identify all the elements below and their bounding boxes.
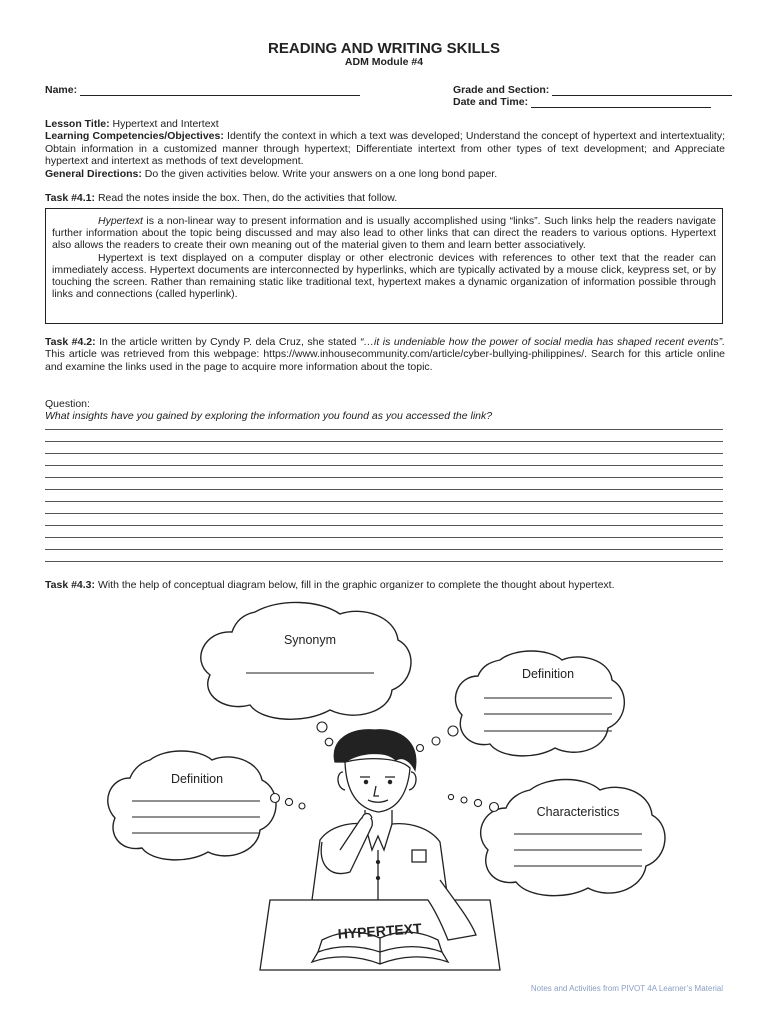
grade-label: Grade and Section: — [453, 84, 550, 96]
notes-p1-text: is a non-linear way to present information and is usually accomplished using “links”. Such links help the readers navigate further information about the topic being discussed and may also lead to other links that can direct the readers to various options. Hypertext also allows the readers to create their own meaning out of the material given to them and learn better associatively. — [52, 215, 716, 252]
question-label: Question: — [45, 398, 90, 410]
task-41-text: Read the notes inside the box. Then, do the activities that follow. — [97, 192, 398, 204]
question-text: What insights have you gained by exploring the information you found as you accessed the link? — [45, 410, 493, 423]
answer-line[interactable] — [45, 477, 723, 478]
task-43-text: With the help of conceptual diagram below, fill in the graphic organizer to complete the thought about hypertext. — [97, 579, 615, 591]
answer-line[interactable] — [45, 465, 723, 466]
question-block — [45, 398, 725, 423]
grade-field[interactable] — [453, 84, 732, 96]
notes-paragraph-1 — [52, 215, 716, 252]
task-41-label: Task #4.1: — [45, 192, 96, 204]
module-subtitle: ADM Module #4 — [344, 56, 424, 68]
answer-line[interactable] — [45, 501, 723, 502]
synonym-label: Synonym — [283, 633, 337, 647]
answer-line[interactable] — [45, 549, 723, 550]
lesson-title-value: Hypertext and Intertext — [112, 118, 219, 130]
notes-paragraph-2: Hypertext is text displayed on a computer display or other electronic devices with references to other text that the reader can immediately access. Hypertext documents are interconnected by hyperlinks, which are typically activated by a mouse click, keypress set, or by touching the screen. Rather than remaining static like traditional text, hypertext makes a dynamic organization of information possible through links and connections (called hyperlink). — [52, 251, 716, 301]
name-line[interactable] — [80, 84, 360, 96]
task-43-instruction — [45, 579, 725, 591]
answer-line[interactable] — [45, 537, 723, 538]
task-42-text-b: This article was retrieved from this webpage: https://www.inhousecommunity.com/article/cyber-bullying-philippines/. Search for this article online and examine the links used in the page to acquire more information about the topic. — [45, 348, 725, 373]
task-42-text-a: In the article written by Cyndy P. dela Cruz, she stated — [99, 336, 357, 348]
lesson-info — [45, 118, 725, 180]
page-title: READING AND WRITING SKILLS — [268, 40, 500, 57]
name-label: Name: — [45, 84, 78, 96]
date-label: Date and Time: — [453, 96, 529, 108]
characteristics-label: Characteristics — [536, 805, 620, 819]
objectives-label: Learning Competencies/Objectives: — [45, 130, 224, 143]
date-field[interactable] — [453, 96, 711, 108]
directions-label: General Directions: — [45, 167, 142, 180]
answer-line[interactable] — [45, 489, 723, 490]
hypertext-term: Hypertext — [98, 215, 143, 227]
task-42-instruction — [45, 336, 725, 373]
lesson-title-label: Lesson Title: — [45, 118, 110, 130]
definition-right-label: Definition — [521, 667, 575, 681]
answer-line[interactable] — [45, 513, 723, 514]
name-field[interactable] — [45, 84, 360, 96]
notes-box — [45, 208, 723, 324]
synonym-cloud — [201, 602, 411, 719]
answer-line[interactable] — [45, 561, 723, 562]
answer-line[interactable] — [45, 453, 723, 454]
task-41-instruction — [45, 192, 725, 204]
characteristics-cloud — [481, 780, 665, 896]
directions-text: Do the given activities below. Write your answers on a one long bond paper. — [144, 167, 498, 180]
footer-credit: Notes and Activities from PIVOT 4A Learner’s Material — [530, 984, 723, 993]
task-42-quote: “…it is undeniable how the power of social media has shaped recent events”. — [360, 336, 725, 348]
objectives-text: Identify the context in which a text was developed; Understand the concept of hypertext and intertextuality; Obtain information in a customized manner through hypertext; Differentiate intertext from other types of text development; and Appreciate hypertext and intertext as methods of text development. — [45, 130, 726, 168]
task-42-label: Task #4.2: — [45, 336, 96, 348]
definition-left-label: Definition — [170, 772, 224, 786]
answer-line[interactable] — [45, 525, 723, 526]
graphic-organizer — [0, 600, 768, 980]
task-43-label: Task #4.3: — [45, 579, 96, 591]
date-line[interactable] — [531, 96, 711, 108]
answer-line[interactable] — [45, 441, 723, 442]
book-title: HYPERTEXT — [337, 920, 423, 942]
grade-line[interactable] — [552, 84, 732, 96]
answer-line[interactable] — [45, 429, 723, 430]
definition-left-cloud — [108, 751, 276, 860]
